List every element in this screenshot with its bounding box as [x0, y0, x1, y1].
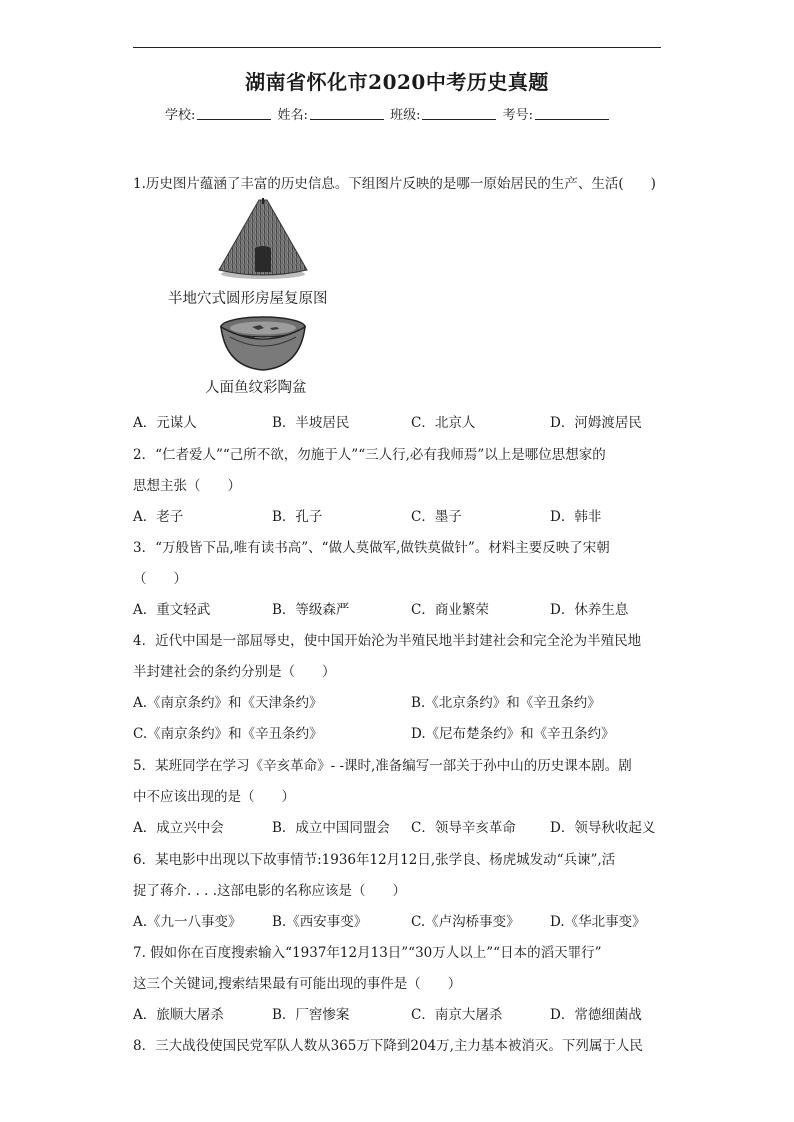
- class-label: 班级:: [390, 108, 421, 123]
- question-2-text-line-2: 思想主张（ ）: [133, 478, 241, 494]
- question-3-option-c[interactable]: C．商业繁荣: [411, 602, 489, 618]
- question-4-text-line-2: 半封建社会的条约分别是（ ）: [133, 664, 336, 680]
- house-image-caption: 半地穴式圆形房屋复原图: [168, 291, 328, 307]
- question-4-option-b[interactable]: B.《北京条约》和《辛丑条约》: [411, 695, 601, 711]
- question-7-option-c[interactable]: C．南京大屠杀: [411, 1007, 503, 1023]
- question-5-text-line-1: 5．某班同学在学习《辛亥革命》- -课时,准备编写一部关于孙中山的历史课本剧。剧: [133, 758, 632, 774]
- question-7-option-a[interactable]: A．旅顺大屠杀: [133, 1007, 224, 1023]
- question-3-option-d[interactable]: D．休养生息: [550, 602, 629, 618]
- class-blank: [422, 107, 496, 120]
- question-5-option-c[interactable]: C．领导辛亥革命: [411, 820, 516, 836]
- question-8-text-line-1: 8．三大战役使国民党军队人数从365万下降到204万,主力基本被消灭。下列属于人民: [133, 1038, 643, 1054]
- question-6-option-a[interactable]: A.《九一八事变》: [133, 914, 242, 930]
- question-1-option-d[interactable]: D．河姆渡居民: [550, 415, 642, 431]
- question-6-option-d[interactable]: D.《华北事变》: [550, 914, 646, 930]
- painted-pottery-basin-icon: [218, 315, 308, 373]
- school-blank: [197, 107, 271, 120]
- question-6-option-c[interactable]: C.《卢沟桥事变》: [411, 914, 520, 930]
- question-6-text-line-2: 捉了蒋介. . . .这部电影的名称应该是（ ）: [133, 883, 407, 899]
- question-3-option-a[interactable]: A．重文轻武: [133, 602, 211, 618]
- question-2-option-d[interactable]: D．韩非: [550, 509, 602, 525]
- thatched-round-house-icon: [215, 198, 310, 280]
- question-3-text-line-2: （ ）: [133, 571, 187, 587]
- question-2-option-a[interactable]: A．老子: [133, 509, 184, 525]
- question-1-option-a[interactable]: A．元谋人: [133, 415, 197, 431]
- question-6-text-line-1: 6．某电影中出现以下故事情节:1936年12月12日,张学良、杨虎城发动“兵谏”,活: [133, 852, 616, 868]
- question-1-option-b[interactable]: B．半坡居民: [272, 415, 350, 431]
- question-5-option-a[interactable]: A．成立兴中会: [133, 820, 224, 836]
- question-1-option-c[interactable]: C．北京人: [411, 415, 476, 431]
- question-4-option-c[interactable]: C.《南京条约》和《辛丑条约》: [133, 726, 323, 742]
- question-4-option-d[interactable]: D.《尼布楚条约》和《辛丑条约》: [411, 726, 615, 742]
- number-blank: [535, 107, 609, 120]
- question-2-option-c[interactable]: C．墨子: [411, 509, 462, 525]
- question-1-text: 1.历史图片蕴涵了丰富的历史信息。下组图片反映的是哪一原始居民的生产、生活( ): [133, 176, 656, 192]
- question-3-text-line-1: 3．“万般皆下品,唯有读书高”、“做人莫做军,做铁莫做针”。材料主要反映了宋朝: [133, 540, 610, 556]
- question-6-option-b[interactable]: B.《西安事变》: [272, 914, 368, 930]
- question-7-option-d[interactable]: D．常德细菌战: [550, 1007, 642, 1023]
- page-title: 湖南省怀化市2020中考历史真题: [245, 70, 549, 94]
- school-label: 学校:: [165, 108, 196, 123]
- name-blank: [310, 107, 384, 120]
- question-5-option-b[interactable]: B．成立中国同盟会: [272, 820, 390, 836]
- question-7-text-line-1: 7. 假如你在百度搜索输入“1937年12月13日”“30万人以上”“日本的滔天罪行”: [133, 945, 602, 961]
- question-4-text-line-1: 4．近代中国是一部屈辱史，使中国开始沦为半殖民地半封建社会和完全沦为半殖民地: [133, 633, 642, 649]
- question-3-option-b[interactable]: B．等级森严: [272, 602, 350, 618]
- question-7-text-line-2: 这三个关键词,搜索结果最有可能出现的事件是（ ）: [133, 976, 462, 992]
- number-label: 考号:: [502, 108, 533, 123]
- question-7-option-b[interactable]: B．厂窖惨案: [272, 1007, 350, 1023]
- question-5-text-line-2: 中不应该出现的是（ ）: [133, 789, 295, 805]
- question-4-option-a[interactable]: A.《南京条约》和《天津条约》: [133, 695, 323, 711]
- name-label: 姓名:: [277, 108, 308, 123]
- question-2-text-line-1: 2．“仁者爱人”“己所不欲，勿施于人”“三人行,必有我师焉”以上是哪位思想家的: [133, 447, 606, 463]
- question-5-option-d[interactable]: D．领导秋收起义: [550, 820, 656, 836]
- header-rule: [133, 47, 661, 48]
- question-2-option-b[interactable]: B．孔子: [272, 509, 323, 525]
- basin-image-caption: 人面鱼纹彩陶盆: [205, 380, 307, 396]
- student-info-line: [165, 104, 611, 123]
